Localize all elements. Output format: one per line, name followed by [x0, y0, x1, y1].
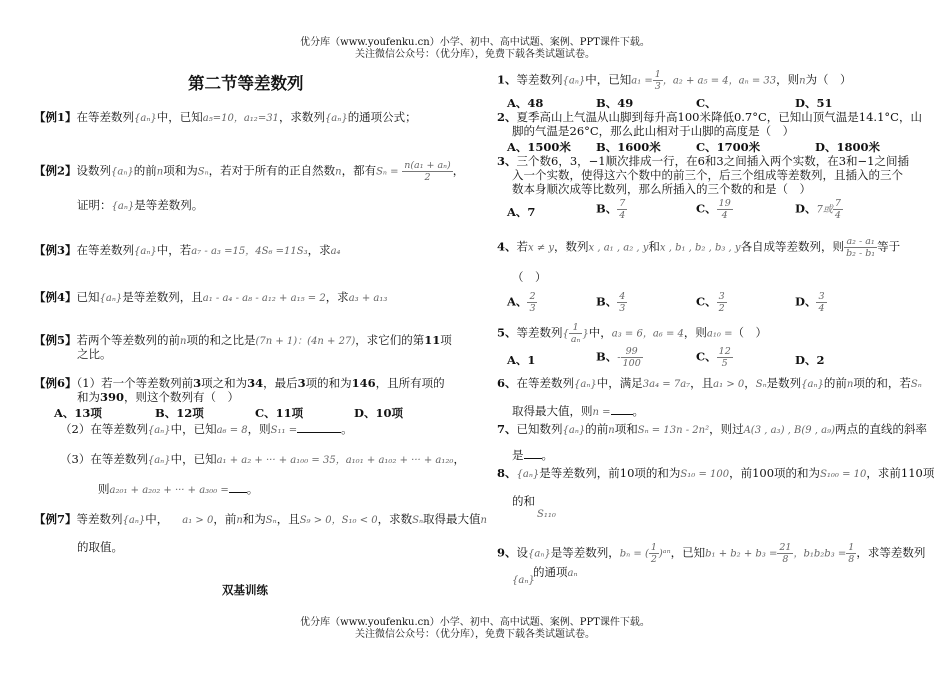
example-2-proof-label: 证明：: [77, 198, 112, 212]
question-3-option-b-label: B、: [596, 201, 618, 216]
question-7-math-4: A(3 , a₃) , B(9 , a₉): [743, 425, 836, 436]
question-2-line-2: 脚的气温是26°C，那么此山相对于山脚的高度是（ ）: [512, 124, 795, 138]
question-1: [497, 69, 852, 92]
question-7-answer-blank[interactable]: [524, 458, 542, 459]
question-9: [497, 542, 925, 565]
question-8-math-2: S₁₀ = 100: [680, 469, 730, 480]
example-2-frac-den: 2: [424, 172, 431, 183]
question-6-answer-blank[interactable]: [611, 414, 633, 415]
question-4-option-c-num: 3: [718, 291, 725, 302]
question-7-math-3: Sₙ = 13n - 2n²: [637, 425, 710, 436]
example-7-text-g: 取得最大值: [423, 512, 481, 526]
question-1-math-3: n: [799, 75, 806, 87]
question-1-option-d: D、51: [795, 96, 833, 110]
example-6-p3-answer-blank[interactable]: [229, 492, 247, 493]
example-2-text-f: ，: [452, 163, 465, 178]
example-4-math-1: {aₙ}: [99, 293, 123, 304]
question-4-paren: （ ）: [512, 270, 547, 284]
question-3-option-b-den: 4: [619, 210, 626, 221]
question-5-option-c-fraction: [717, 346, 733, 369]
example-5-math-1: n: [180, 336, 187, 347]
question-3-option-d-label: D、: [795, 201, 817, 216]
question-2-option-a: A、1500米: [507, 140, 571, 154]
example-2-math-6: {aₙ}: [111, 201, 135, 212]
question-6-line-2b: 。: [632, 404, 644, 418]
question-3-option-c-fraction: [717, 198, 733, 221]
example-5-tag: 【例5】: [34, 333, 77, 347]
question-5-option-c: [696, 346, 733, 369]
example-6-part-3-line-2: [98, 482, 258, 498]
example-2-text-g: 是等差数列。: [134, 198, 204, 212]
question-4-option-d: [795, 291, 827, 314]
example-6-p2-answer-blank[interactable]: [297, 432, 341, 433]
question-9-frac-2-den: 8: [782, 554, 789, 565]
question-4-option-a: [507, 291, 537, 314]
example-7-text-a: 等差数列: [76, 512, 123, 526]
question-7-line-2: [512, 448, 553, 463]
question-3-option-b: [596, 198, 627, 221]
example-1: [34, 110, 417, 126]
question-8-text-a: 是等差数列，前10项的和为: [539, 466, 681, 480]
question-4-option-a-label: A、: [507, 294, 528, 309]
example-7-text-c: ，前: [213, 512, 237, 526]
question-9-frac-2-num: 21: [779, 542, 792, 553]
question-8-line-2-math: S₁₁₀: [537, 509, 556, 520]
question-1-frac-den: 3: [654, 81, 661, 92]
question-9-line-2-text: 的通项: [533, 565, 568, 579]
question-9-math-3: b₁ + b₂ + b₃ =: [705, 548, 778, 560]
question-7-text-c: 项和: [614, 422, 638, 436]
question-3-line-3: 数本身顺次成等比数列，那么所插入的三个数的和是（ ）: [512, 182, 811, 196]
question-5-brace-close: }: [582, 328, 589, 340]
example-6-p3-math-1: {aₙ}: [147, 455, 171, 466]
example-6-line-2: [77, 390, 239, 405]
question-4-text-b: ，数列: [554, 239, 589, 254]
question-6: [497, 376, 922, 392]
example-2-text-e: ，都有: [341, 163, 377, 178]
question-9-frac-3-den: 8: [848, 554, 855, 565]
question-1-option-c: C、: [696, 96, 717, 110]
example-4: [34, 290, 387, 306]
example-6-part-3: [60, 452, 465, 468]
question-7-text-a: 已知数列: [516, 422, 563, 436]
question-8: [497, 466, 934, 482]
question-1-math-2b: ，a₂ + a₅ = 4，aₙ = 33: [662, 75, 777, 87]
question-3-option-d: [795, 198, 843, 221]
example-2-math-5: Sₙ =: [376, 166, 399, 178]
question-3-option-d-den: 4: [834, 210, 841, 221]
question-6-line-2a: 取得最大值，则: [512, 404, 593, 418]
example-3-math-1: {aₙ}: [134, 246, 157, 257]
example-7-math-2: a₁ > 0: [182, 515, 214, 526]
question-3: [497, 154, 909, 169]
question-4-option-b-fraction: [617, 291, 627, 314]
question-6-text-g: 项的和，若: [853, 376, 911, 390]
section-heading: 双基训练: [222, 583, 268, 597]
question-2-line-1: 夏季高山上气温从山脚到每升高100米降低0.7°C，已知山顶气温是14.1°C，山: [516, 110, 922, 124]
example-2-text-c: 项和为: [163, 163, 198, 178]
example-6-line-2c: ，则这个数列有（ ）: [124, 390, 240, 404]
header-line-2: 关注微信公众号：（优分库），免费下载各类试题试卷。: [355, 49, 595, 60]
question-1-fraction: [653, 69, 663, 92]
example-3-tag: 【例3】: [34, 243, 77, 257]
question-7-text-e: 两点的直线的斜率: [835, 422, 928, 436]
example-6-num-h: 146: [351, 376, 376, 390]
question-5-option-b-den: 100: [622, 358, 641, 369]
question-1-option-a: A、48: [507, 96, 544, 110]
question-2-option-d: D、1800米: [815, 140, 880, 154]
question-6-text-d: ，: [744, 376, 756, 390]
question-4-option-a-fraction: [527, 291, 537, 314]
example-2-text-a: 设数列: [76, 163, 112, 178]
question-6-math-3: a₁ > 0: [713, 379, 745, 390]
question-4-option-d-fraction: [816, 291, 826, 314]
example-7-math-1: {aₙ}: [122, 515, 146, 526]
footer-line-2: 关注微信公众号：（优分库），免费下载各类试题试卷。: [355, 629, 595, 640]
question-7-text-b: 的前: [585, 422, 609, 436]
question-6-math-2: 3a₄ = 7a₇: [642, 379, 691, 390]
example-6-p3-math-2: a₁ + a₂ + ··· + a₁₀₀ = 35，a₁₀₁ + a₁₀₂ + ··· + a₁₂₀: [216, 455, 454, 466]
question-9-math-2a: bₙ = (: [619, 548, 649, 560]
example-6-p3-text-e: 。: [246, 482, 259, 496]
example-6-p2-text-a: （2）在等差数列: [60, 422, 148, 436]
question-3-option-d-fraction: [833, 198, 843, 221]
example-7-math-3: n: [236, 515, 243, 526]
example-2-fraction: [402, 160, 453, 183]
question-3-option-d-text: 7或: [816, 204, 833, 216]
example-6-p2-math-3: S₁₁ =: [270, 425, 298, 436]
example-2-text-b: 的前: [133, 163, 157, 178]
question-8-math-3: S₁₀₀ = 10: [820, 469, 867, 480]
example-6-num-f: 3: [297, 376, 306, 390]
example-3: [34, 243, 341, 259]
question-8-text-c: ，求前110项: [866, 466, 935, 480]
question-9-frac-3-num: 1: [848, 542, 855, 553]
question-9-line-2-math-2: aₙ: [567, 568, 578, 579]
question-4-option-b-label: B、: [596, 294, 618, 309]
question-3-option-c-num: 19: [718, 198, 731, 209]
question-6-line-2: [512, 404, 644, 420]
question-8-text-b: ，前100项的和为: [729, 466, 821, 480]
example-7-math-7: n: [480, 515, 487, 526]
question-9-math-1: {aₙ}: [528, 548, 551, 560]
question-5: [497, 322, 767, 345]
example-6-tag: 【例6】: [34, 376, 77, 390]
question-4-option-b-den: 3: [619, 303, 626, 314]
footer-line-1: 优分库（www.youfenku.cn）小学、初中、高中试题、案例、PPT课件下载。: [300, 617, 650, 628]
example-6-p2-math-2: a₆ = 8: [216, 425, 248, 436]
question-5-frac-den: aₙ: [570, 334, 581, 345]
example-6-p3-text-d: 则: [98, 482, 110, 496]
question-8-number: 8、: [497, 466, 517, 480]
question-7-text-d: ，则过: [709, 422, 744, 436]
example-6-option-c: C、11项: [255, 406, 304, 420]
example-6-p3-text-b: 中，已知: [170, 452, 217, 466]
example-2-proof: [77, 198, 203, 214]
question-8-line-2a: 的和: [512, 494, 535, 508]
question-7-math-1: {aₙ}: [562, 425, 586, 436]
example-6-p2-text-c: ，则: [247, 422, 271, 436]
example-1-math-3: {aₙ}: [324, 113, 348, 124]
question-4-number: 4、: [497, 239, 517, 254]
question-1-frac-num: 1: [654, 69, 661, 80]
question-9-line-2: [512, 572, 535, 588]
question-9-text-d: ，求等差数列: [856, 545, 926, 560]
question-4-fraction: [844, 236, 877, 259]
example-6: [34, 376, 445, 391]
question-7-number: 7、: [497, 422, 517, 436]
example-4-text-c: ，求: [325, 290, 349, 304]
example-6-part-2: [60, 422, 353, 438]
question-9-number: 9、: [497, 545, 517, 560]
example-6-text-i: ，且所有项的: [375, 376, 445, 390]
question-4-option-c-fraction: [717, 291, 727, 314]
question-2-number: 2、: [497, 110, 517, 124]
question-4-option-c-den: 2: [718, 303, 725, 314]
question-8-math-1: {aₙ}: [516, 469, 540, 480]
question-6-text-e: 是数列: [766, 376, 802, 390]
example-7-math-5: S₉ > 0，S₁₀ < 0: [299, 515, 378, 526]
question-9-line-2b: [533, 565, 578, 581]
example-6-num-d: 34: [247, 376, 264, 390]
example-4-math-2: a₁ - a₄ - a₈ - a₁₂ + a₁₅ = 2: [202, 293, 326, 304]
example-4-tag: 【例4】: [34, 290, 77, 304]
question-8-line-3: [537, 506, 556, 522]
question-6-line-2-math: n =: [592, 407, 611, 418]
question-5-text-a: 等差数列: [516, 325, 563, 340]
example-4-math-3: a₃ + a₁₃: [348, 293, 388, 304]
example-1-text-c: ，求数列: [278, 110, 325, 124]
example-1-text-d: 的通项公式；: [347, 110, 417, 124]
question-7-math-2: n: [608, 425, 615, 436]
question-5-option-b-fraction: [621, 346, 643, 369]
example-1-tag: 【例1】: [34, 110, 77, 124]
question-5-frac-num: 1: [569, 322, 583, 334]
example-7-math-6: Sₙ: [412, 515, 424, 526]
question-2-option-c: C、1700米: [696, 140, 761, 154]
example-5-text-b: 项的和之比是: [186, 333, 256, 347]
example-6-p2-text-b: 中，已知: [170, 422, 217, 436]
question-1-math-2a: a₁ =: [631, 75, 653, 87]
example-1-math-2: a₅=10，a₁₂=31: [202, 113, 279, 124]
example-3-text-c: ，求: [307, 243, 331, 257]
question-4: [497, 236, 900, 259]
example-2-math-3: Sₙ: [197, 166, 209, 178]
question-5-math-2: a₃ = 6，a₆ = 4: [611, 328, 684, 340]
question-9-text-c: ，已知: [670, 545, 706, 560]
question-9-text-b: 是等差数列，: [550, 545, 620, 560]
question-6-text-c: ，且: [690, 376, 714, 390]
example-3-text-a: 在等差数列: [76, 243, 135, 257]
question-4-option-c-label: C、: [696, 294, 717, 309]
question-5-option-c-den: 5: [721, 358, 728, 369]
question-3-option-b-fraction: [617, 198, 627, 221]
example-3-text-b: 中，若: [156, 243, 192, 257]
example-2-math-1: {aₙ}: [111, 166, 134, 178]
example-6-p3-math-3: a₂₀₁ + a₂₀₂ + ··· + a₃₀₀ =: [109, 485, 229, 496]
example-6-option-d: D、10项: [354, 406, 403, 420]
question-4-text-e: 等于: [877, 239, 901, 254]
example-1-math-1: {aₙ}: [134, 113, 157, 124]
question-7: [497, 422, 927, 438]
question-3-option-c-label: C、: [696, 201, 717, 216]
example-6-option-a: A、13项: [54, 406, 102, 420]
example-7-text-e: ，且: [276, 512, 300, 526]
question-5-option-c-num: 12: [718, 346, 731, 357]
example-1-text-b: 中，已知: [156, 110, 203, 124]
question-3-option-c: [696, 198, 733, 221]
question-9-math-2b: )ᵃⁿ: [658, 548, 671, 560]
example-2-tag: 【例2】: [34, 163, 77, 178]
example-7-text-f: ，求数: [377, 512, 413, 526]
example-7-math-4: Sₙ: [265, 515, 277, 526]
question-3-option-b-num: 7: [619, 198, 626, 209]
question-2: [497, 110, 922, 125]
question-5-text-c: ，则: [683, 325, 707, 340]
example-7: [34, 512, 487, 528]
example-4-text-a: 已知: [76, 290, 100, 304]
question-3-option-c-den: 4: [721, 210, 728, 221]
question-1-text-c: ，则: [776, 72, 800, 87]
example-7-text-d: 和为: [242, 512, 266, 526]
question-5-text-b: 中，: [588, 325, 612, 340]
example-5-text-a: 若两个等差数列的前: [76, 333, 181, 347]
question-9-fraction-3: [846, 542, 856, 565]
question-6-math-5: {aₙ}: [801, 379, 824, 390]
example-6-num-b: 3: [193, 376, 202, 390]
example-6-p3-text-a: （3）在等差数列: [60, 452, 148, 466]
question-4-option-d-num: 3: [818, 291, 825, 302]
example-1-text-a: 在等差数列: [76, 110, 135, 124]
question-4-option-c: [696, 291, 727, 314]
question-4-option-d-den: 4: [818, 303, 825, 314]
question-6-math-1: {aₙ}: [574, 379, 597, 390]
example-3-math-3: a₄: [330, 246, 341, 257]
question-7-line-2a: 是: [512, 448, 524, 462]
example-6-text-a: （1）若一个等差数列前: [76, 376, 194, 390]
header-line-1: 优分库（www.youfenku.cn）小学、初中、高中试题、案例、PPT课件下载。: [300, 37, 650, 48]
question-5-fraction: [569, 322, 583, 345]
question-4-frac-num: a₂ - a₁: [844, 236, 877, 248]
question-4-math-2: x , a₁ , a₂ , y: [588, 242, 649, 254]
question-4-frac-den: b₂ - b₁: [846, 248, 876, 259]
question-7-line-2b: 。: [541, 448, 553, 462]
question-3-option-d-num: 7: [834, 198, 841, 209]
question-4-text-a: 若: [516, 239, 529, 254]
question-6-text-b: 中，满足: [596, 376, 643, 390]
question-5-brace-open: {: [562, 328, 569, 340]
example-5-text-c: ，求它们的第: [355, 333, 425, 347]
example-2-frac-num: n(a₁ + aₙ): [404, 160, 451, 171]
question-9-math-4: ，b₁b₂b₃ =: [793, 548, 847, 560]
example-5-math-2: (7n + 1)：(4n + 27): [255, 336, 356, 347]
question-4-option-d-label: D、: [795, 294, 817, 309]
example-4-text-b: 是等差数列，且: [122, 290, 203, 304]
question-1-number: 1、: [497, 72, 517, 87]
example-6-text-c: 项之和为: [201, 376, 248, 390]
question-4-option-a-den: 3: [529, 303, 536, 314]
question-5-option-d: D、2: [795, 353, 825, 367]
question-4-option-b-num: 4: [619, 291, 626, 302]
question-5-option-b-num: 99: [621, 346, 643, 358]
example-7-tag: 【例7】: [34, 512, 77, 526]
question-2-option-b: B、1600米: [596, 140, 661, 154]
question-3-line-1: 三个数6，3，−1顺次排成一行，在6和3之间插入两个实数，在3和−1之间插: [516, 154, 910, 168]
example-6-p2-math-1: {aₙ}: [147, 425, 171, 436]
question-1-text-d: 为（ ）: [805, 72, 852, 87]
question-3-option-a: A、7: [507, 205, 536, 219]
question-1-option-b: B、49: [596, 96, 634, 110]
question-4-option-b: [596, 291, 627, 314]
example-6-text-e: ，最后: [263, 376, 298, 390]
page-title: 第二节等差数列: [188, 74, 304, 93]
example-6-p2-text-d: 。: [341, 422, 353, 436]
example-6-line-2b: 390: [100, 390, 125, 404]
question-9-frac-1-den: 2: [650, 554, 657, 565]
question-5-text-d: （ ）: [732, 325, 767, 340]
question-5-option-b-sign: -: [617, 352, 621, 364]
example-5-text-e: 项: [440, 333, 452, 347]
example-2-math-4: n: [335, 166, 342, 178]
question-9-fraction-2: [777, 542, 793, 565]
question-4-math-3: x , b₁ , b₂ , b₃ , y: [659, 242, 741, 254]
example-6-line-2a: 和为: [77, 390, 100, 404]
example-7-text-b: 中，: [145, 512, 169, 526]
question-9-fraction-1: [649, 542, 659, 565]
question-8-line-2: [512, 494, 535, 509]
question-3-number: 3、: [497, 154, 517, 168]
example-2: [34, 160, 464, 183]
question-9-line-2-math: {aₙ}: [512, 575, 535, 586]
question-4-math-1: x ≠ y: [528, 242, 555, 254]
question-4-text-c: 和: [648, 239, 660, 254]
example-2-math-2: n: [156, 166, 164, 178]
example-6-option-b: B、12项: [155, 406, 204, 420]
example-6-text-g: 项的和为: [305, 376, 352, 390]
question-4-text-d: 各自成等差数列，则: [740, 239, 845, 254]
question-6-number: 6、: [497, 376, 517, 390]
example-7-line-2: 的取值。: [77, 540, 123, 554]
question-3-line-2: 入一个实数，使得这六个数中的前三个，后三个组成等差数列，且插入的三个: [512, 168, 903, 182]
question-9-frac-1-num: 1: [650, 542, 657, 553]
question-6-text-f: 的前: [823, 376, 847, 390]
question-5-option-c-label: C、: [696, 349, 717, 364]
question-5-math-3: a₁₀ =: [706, 328, 733, 340]
question-5-option-a: A、1: [507, 353, 536, 367]
example-6-p3-text-c: ，: [453, 452, 465, 466]
example-5-number: 11: [424, 333, 441, 347]
question-1-text-a: 等差数列: [516, 72, 563, 87]
question-6-math-6: n: [846, 379, 854, 390]
question-1-text-b: 中，已知: [585, 72, 632, 87]
example-3-math-2: a₇ - a₃ =15，4S₆ =11S₃: [191, 246, 308, 257]
question-1-math-1: {aₙ}: [562, 75, 586, 87]
example-5-line-2: 之比。: [77, 347, 112, 361]
question-6-math-7: Sₙ: [910, 379, 922, 390]
question-6-text-a: 在等差数列: [516, 376, 575, 390]
question-6-math-4: Sₙ: [755, 379, 767, 390]
question-5-option-b-label: B、: [596, 349, 618, 364]
question-4-option-a-num: 2: [529, 291, 536, 302]
question-9-text-a: 设: [516, 545, 529, 560]
question-5-number: 5、: [497, 325, 517, 340]
question-5-option-b: [596, 346, 643, 369]
example-2-text-d: ，若对于所有的正自然数: [208, 163, 336, 178]
